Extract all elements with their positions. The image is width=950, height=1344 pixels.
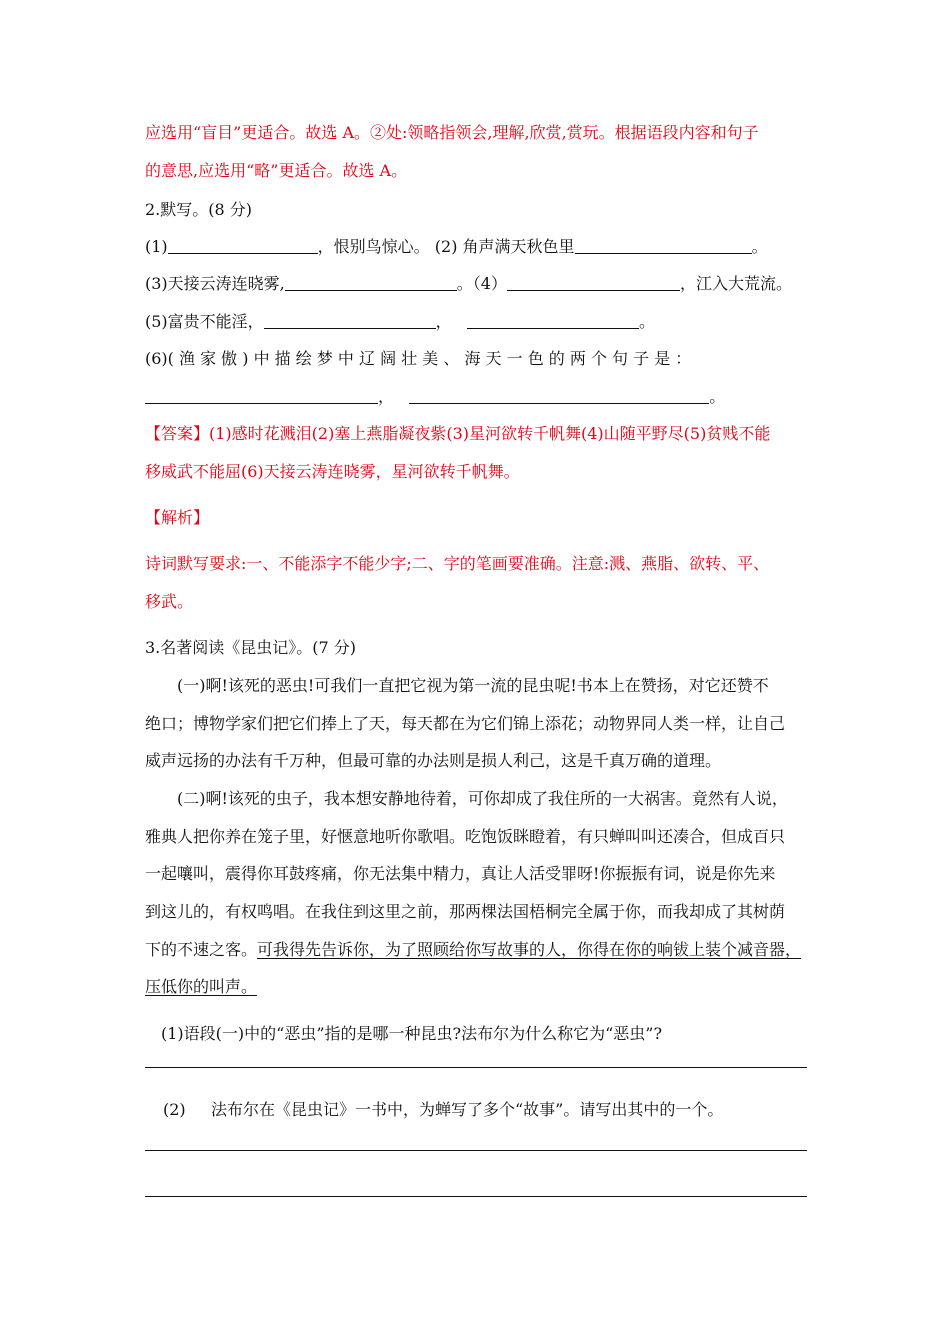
item-text: ， (435, 312, 452, 331)
item-text: ， (378, 387, 395, 406)
underlined-passage-text: 压低你的叫声。 (145, 977, 258, 996)
item-text: 。 (638, 312, 655, 331)
answer-blank[interactable] (168, 237, 318, 254)
passage-text: 下的不速之客。 (145, 940, 258, 959)
passage-line: 一起嚷叫，震得你耳鼓疼痛，你无法集中精力，真让人活受罪呀!你振振有词，说是你先来 (145, 864, 776, 883)
answer-line: 移威武不能屈(6)天接云涛连晓雾，星河欲转千帆舞。 (145, 462, 520, 481)
item-text: 角声满天秋色里 (462, 237, 575, 256)
analysis-line: 的意思,应选用“略”更适合。故选 A。 (145, 161, 408, 180)
item-text: (5)富贵不能淫， (145, 312, 264, 331)
question-2-item-6-blanks (145, 386, 810, 408)
item-text: ，恨别鸟惊心。 (317, 237, 430, 256)
analysis-line: 应选用“盲目”更适合。故选 A。②处:领略指领会,理解,欣赏,赏玩。根据语段内容和句子 (145, 123, 759, 142)
question-3-title: 3.名著阅读《昆虫记》。(7 分) (145, 638, 357, 657)
sub-question-text: 法布尔在《昆虫记》一书中，为蝉写了多个“故事”。请写出其中的一个。 (211, 1100, 724, 1119)
item-text: 。（4） (456, 274, 507, 293)
item-text: 。 (709, 387, 726, 406)
underlined-passage-text: 可我得先告诉你，为了照顾给你写故事的人，你得在你的响钹上装个减音器， (257, 940, 802, 959)
passage-line (145, 976, 810, 998)
analysis-label: 【解析】 (145, 508, 210, 527)
answer-blank[interactable] (264, 312, 436, 329)
question-2-item-3-4 (145, 273, 810, 295)
question-2-item-6: (6)( 渔 家 傲 ) 中 描 绘 梦 中 辽 阔 壮 美 、 海 天 一 色 的 两 个 句 子 是 ： (145, 349, 692, 368)
question-2-item-1-2 (145, 236, 810, 258)
question-2-title: 2.默写。(8 分) (145, 200, 253, 219)
analysis-line: 移武。 (145, 592, 194, 611)
sub-question-number: (2) (163, 1100, 186, 1119)
passage-line: 到这儿的，有权鸣唱。在我住到这里之前，那两棵法国梧桐完全属于你，而我却成了其树荫 (145, 902, 786, 921)
passage-line: 威声远扬的办法有千万种，但最可靠的办法则是损人利己，这是千真万确的道理。 (145, 751, 722, 770)
answer-rule[interactable] (145, 1067, 807, 1068)
answer-rule[interactable] (145, 1196, 807, 1197)
sub-question-2 (145, 1099, 810, 1121)
passage-line: 雅典人把你养在笼子里，好惬意地听你歌唱。吃饱饭眯瞪着，有只蝉叫叫还凑合，但成百只 (145, 827, 786, 846)
item-text: ，江入大荒流。 (679, 274, 792, 293)
answer-blank[interactable] (467, 312, 639, 329)
passage-line: (一)啊!该死的恶虫!可我们一直把它视为第一流的昆虫呢!书本上在赞扬，对它还赞不 (177, 676, 769, 695)
answer-blank[interactable] (145, 387, 378, 404)
passage-line: 绝口；博物学家们把它们捧上了天，每天都在为它们锦上添花；动物界同人类一样，让自己 (145, 714, 786, 733)
item-number: (2) (434, 237, 458, 256)
answer-blank[interactable] (409, 387, 709, 404)
answer-blank[interactable] (575, 237, 752, 254)
item-text: (3)天接云涛连晓雾, (145, 274, 285, 293)
passage-line: (二)啊!该死的虫子，我本想安静地待着，可你却成了我住所的一大祸害。竟然有人说， (177, 789, 788, 808)
analysis-line: 诗词默写要求:一、不能添字不能少字;二、字的笔画要准确。注意:溅、燕脂、欲转、平、 (145, 554, 770, 573)
sub-question-1: (1)语段(一)中的“恶虫”指的是哪一种昆虫?法布尔为什么称它为“恶虫”? (161, 1024, 663, 1043)
passage-line (145, 939, 810, 961)
item-text: 。 (751, 237, 768, 256)
answer-rule[interactable] (145, 1150, 807, 1151)
answer-blank[interactable] (507, 274, 680, 291)
question-2-item-5 (145, 311, 810, 333)
answer-blank[interactable] (285, 274, 457, 291)
answer-line: 【答案】(1)感时花溅泪(2)塞上燕脂凝夜紫(3)星河欲转千帆舞(4)山随平野尽(5)贫贱不能 (145, 424, 771, 443)
item-number: (1) (145, 237, 168, 256)
